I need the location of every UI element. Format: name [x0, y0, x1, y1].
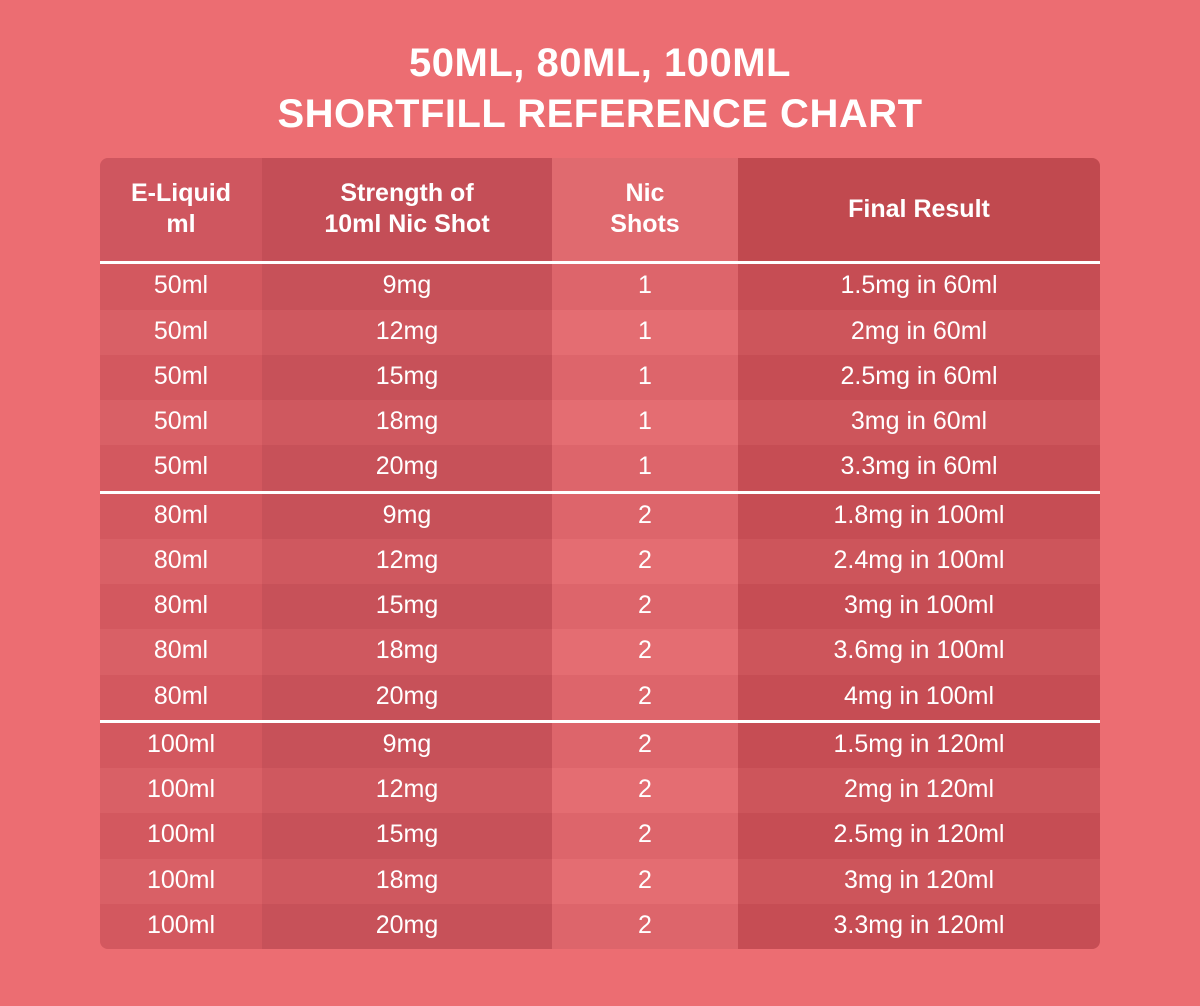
cell-nic-shots: 2 [552, 539, 738, 584]
cell-eliquid-ml: 100ml [100, 768, 262, 813]
table-row [100, 584, 1100, 629]
cell-eliquid-ml: 80ml [100, 675, 262, 722]
cell-final-result: 3mg in 60ml [738, 400, 1100, 445]
cell-eliquid-ml: 50ml [100, 310, 262, 355]
table-row [100, 400, 1100, 445]
cell-final-result: 3.3mg in 120ml [738, 904, 1100, 949]
cell-final-result: 2.5mg in 60ml [738, 355, 1100, 400]
column-header-eliquid-ml-line1: E-Liquid [131, 179, 231, 208]
cell-eliquid-ml: 80ml [100, 539, 262, 584]
cell-final-result: 2mg in 120ml [738, 768, 1100, 813]
column-header-eliquid-ml-line2: ml [166, 209, 196, 238]
cell-nic-shots: 2 [552, 629, 738, 674]
cell-nic-shots: 2 [552, 768, 738, 813]
cell-nic-shot-strength: 15mg [262, 355, 552, 400]
cell-final-result: 1.5mg in 120ml [738, 721, 1100, 768]
cell-nic-shot-strength: 18mg [262, 629, 552, 674]
cell-final-result: 2.4mg in 100ml [738, 539, 1100, 584]
cell-final-result: 4mg in 100ml [738, 675, 1100, 722]
cell-eliquid-ml: 50ml [100, 263, 262, 310]
table-row [100, 859, 1100, 904]
column-header-nic-shot-strength-line2: 10ml Nic Shot [324, 209, 490, 238]
page-title [0, 0, 1200, 140]
table-row [100, 355, 1100, 400]
table-row [100, 263, 1100, 310]
table-row [100, 813, 1100, 858]
table-body [100, 263, 1100, 949]
table-row [100, 539, 1100, 584]
column-header-nic-shot-strength [262, 158, 552, 263]
cell-eliquid-ml: 100ml [100, 721, 262, 768]
cell-nic-shot-strength: 9mg [262, 263, 552, 310]
cell-nic-shot-strength: 15mg [262, 813, 552, 858]
cell-eliquid-ml: 50ml [100, 445, 262, 492]
column-header-nic-shots-line2: Shots [610, 209, 680, 238]
cell-nic-shots: 1 [552, 355, 738, 400]
table-row [100, 675, 1100, 722]
table-row [100, 768, 1100, 813]
cell-nic-shot-strength: 9mg [262, 721, 552, 768]
cell-eliquid-ml: 100ml [100, 859, 262, 904]
cell-eliquid-ml: 100ml [100, 813, 262, 858]
cell-final-result: 2mg in 60ml [738, 310, 1100, 355]
cell-nic-shot-strength: 12mg [262, 310, 552, 355]
cell-eliquid-ml: 80ml [100, 584, 262, 629]
cell-final-result: 3mg in 100ml [738, 584, 1100, 629]
cell-nic-shot-strength: 12mg [262, 539, 552, 584]
cell-nic-shots: 2 [552, 584, 738, 629]
cell-nic-shots: 2 [552, 813, 738, 858]
table-header-row [100, 158, 1100, 263]
cell-nic-shots: 2 [552, 721, 738, 768]
reference-table [100, 158, 1100, 949]
table-row [100, 629, 1100, 674]
cell-nic-shot-strength: 9mg [262, 492, 552, 539]
column-header-nic-shots [552, 158, 738, 263]
table-row [100, 310, 1100, 355]
cell-nic-shots: 1 [552, 263, 738, 310]
cell-nic-shots: 1 [552, 445, 738, 492]
cell-final-result: 1.5mg in 60ml [738, 263, 1100, 310]
cell-nic-shots: 2 [552, 859, 738, 904]
cell-eliquid-ml: 50ml [100, 400, 262, 445]
page-title-line-2: SHORTFILL REFERENCE CHART [277, 92, 923, 137]
cell-final-result: 2.5mg in 120ml [738, 813, 1100, 858]
cell-nic-shot-strength: 20mg [262, 904, 552, 949]
cell-final-result: 3.3mg in 60ml [738, 445, 1100, 492]
table-row [100, 721, 1100, 768]
cell-eliquid-ml: 100ml [100, 904, 262, 949]
cell-nic-shot-strength: 20mg [262, 445, 552, 492]
cell-nic-shots: 1 [552, 400, 738, 445]
cell-nic-shots: 2 [552, 492, 738, 539]
table-row [100, 445, 1100, 492]
cell-nic-shot-strength: 15mg [262, 584, 552, 629]
cell-eliquid-ml: 50ml [100, 355, 262, 400]
cell-nic-shot-strength: 20mg [262, 675, 552, 722]
cell-nic-shots: 1 [552, 310, 738, 355]
column-header-nic-shots-line1: Nic [625, 179, 665, 208]
cell-nic-shots: 2 [552, 675, 738, 722]
cell-eliquid-ml: 80ml [100, 492, 262, 539]
reference-table-container [100, 158, 1100, 949]
cell-nic-shot-strength: 18mg [262, 859, 552, 904]
table-header [100, 158, 1100, 263]
cell-nic-shots: 2 [552, 904, 738, 949]
page-title-line-1: 50ML, 80ML, 100ML [409, 41, 791, 85]
cell-final-result: 1.8mg in 100ml [738, 492, 1100, 539]
cell-nic-shot-strength: 18mg [262, 400, 552, 445]
column-header-eliquid-ml [100, 158, 262, 263]
cell-nic-shot-strength: 12mg [262, 768, 552, 813]
cell-final-result: 3mg in 120ml [738, 859, 1100, 904]
cell-final-result: 3.6mg in 100ml [738, 629, 1100, 674]
column-header-nic-shot-strength-line1: Strength of [340, 179, 474, 208]
table-row [100, 492, 1100, 539]
cell-eliquid-ml: 80ml [100, 629, 262, 674]
table-row [100, 904, 1100, 949]
column-header-final-result [738, 158, 1100, 263]
column-header-final-result-line1: Final Result [848, 194, 990, 223]
